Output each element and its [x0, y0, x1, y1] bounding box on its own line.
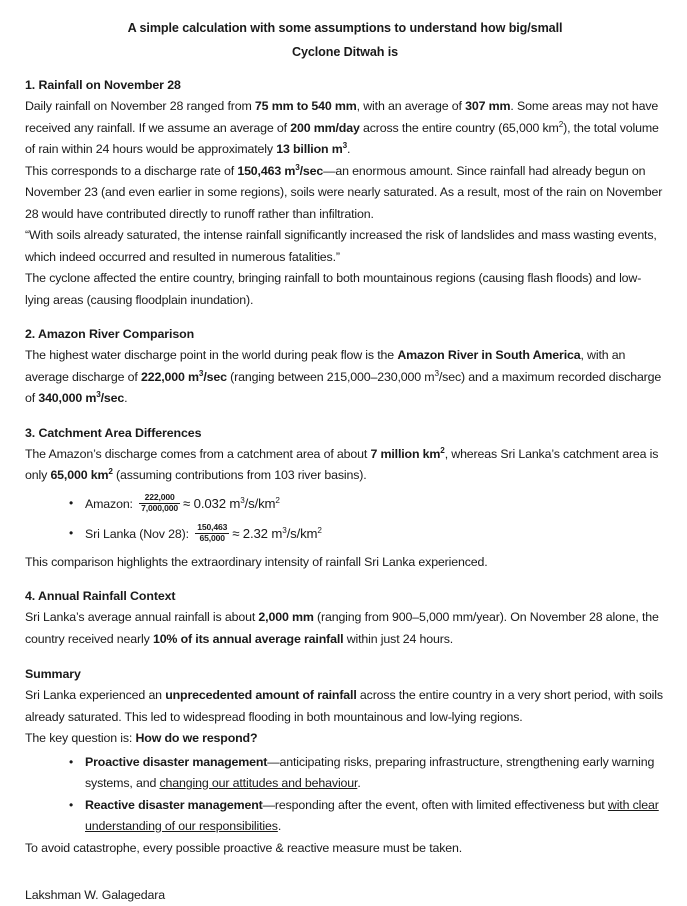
section-heading-catchment: 3. Catchment Area Differences [25, 425, 202, 440]
response-list [25, 752, 665, 838]
superscript: 3 [198, 368, 204, 378]
text-fragment: The Amazon’s discharge comes from a catchment area of about [25, 446, 371, 461]
text-bold: 75 mm to 540 mm [254, 99, 357, 113]
calc-label: Sri Lanka (Nov 28): [85, 526, 193, 541]
list-item [69, 519, 665, 549]
superscript: 2 [275, 495, 280, 505]
list-item [69, 795, 665, 838]
text-fragment: Daily rainfall on November 28 ranged from [25, 99, 255, 113]
text-fragment: . [347, 142, 351, 156]
catchment-closing: This comparison highlights the extraordinary intensity of rainfall Sri Lanka experienced. [25, 554, 488, 569]
summary-paragraph [25, 685, 665, 728]
author-signature: Lakshman W. Galagedara [25, 888, 165, 902]
text-bold: 222,000 m [141, 369, 199, 384]
page-title [25, 14, 665, 62]
text-fragment: . [357, 776, 361, 790]
text-fragment: —an enormous amount. Since rainfall had already begun on November 23 (and even earlier in some regions), soils were nearly saturated. As a result, most of the rain on November 28 would have contributed directly to runoff rather than infiltration. [25, 163, 663, 221]
text-fragment: —responding after the event, often with limited effectiveness but [262, 797, 608, 812]
rainfall-paragraph-1 [25, 96, 665, 161]
text-fragment: (assuming contributions from 103 river basins). [112, 468, 367, 482]
section-heading-annual: 4. Annual Rainfall Context [25, 589, 176, 603]
text-fragment: . [277, 819, 282, 833]
superscript: 2 [440, 445, 445, 455]
text-bold: 150,463 m [237, 163, 296, 178]
text-fragment: . [124, 391, 128, 405]
section-heading-rainfall: 1. Rainfall on November 28 [25, 78, 181, 92]
title-line-2: Cyclone Ditwah is [291, 45, 399, 59]
text-bold: unprecedented amount of rainfall [165, 688, 357, 702]
text-bold: 10% of its annual average rainfall [152, 631, 344, 646]
section-catchment [25, 424, 665, 574]
fraction-numerator: 150,463 [197, 522, 228, 533]
list-item [69, 489, 665, 519]
fraction [195, 523, 229, 543]
text-fragment: —anticipating risks, preparing infrastructure, strengthening early warning systems, and [85, 754, 655, 790]
fraction-numerator: 222,000 [139, 493, 180, 503]
section-amazon [25, 325, 665, 410]
superscript: 3 [96, 389, 101, 399]
section-heading-summary: Summary [25, 667, 81, 681]
superscript: 3 [342, 140, 348, 150]
text-bold: /sec [299, 163, 324, 178]
text-fragment: Sri Lanka experienced an [25, 688, 166, 702]
text-bold: 340,000 m [38, 391, 97, 405]
section-summary [25, 665, 665, 859]
calc-unit: /s/km [244, 495, 276, 511]
calc-result: ≈ 0.032 m [183, 495, 241, 511]
catchment-calculation-list [25, 489, 665, 549]
underlined-text: with clear understanding of our responsibilities [85, 797, 659, 833]
text-fragment: ), the total volume of rain within 24 hours would be approximately [25, 120, 659, 156]
text-fragment: within just 24 hours. [343, 631, 454, 646]
text-fragment: Sri Lanka’s average annual rainfall is about [25, 610, 259, 624]
list-item-bold-label: Reactive disaster management [85, 797, 263, 812]
text-bold: 307 mm [465, 99, 511, 113]
superscript: 3 [434, 368, 439, 378]
section-heading-amazon: 2. Amazon River Comparison [25, 327, 195, 341]
text-bold: /sec [100, 391, 125, 405]
text-fragment: (ranging between 215,000–230,000 m [226, 369, 435, 384]
text-fragment: across the entire country in a very short period, with soils already saturated. This led to widespread flooding in both mountainous and low-lying regions. [25, 688, 663, 724]
superscript: 3 [240, 495, 245, 505]
superscript: 2 [108, 466, 113, 476]
text-bold: /sec [203, 369, 227, 384]
text-fragment: This corresponds to a discharge rate of [25, 163, 238, 178]
text-fragment: , whereas Sri Lanka’s catchment area is only [25, 446, 659, 482]
annual-paragraph [25, 607, 665, 650]
text-fragment: The key question is: [25, 731, 136, 745]
fraction-denominator: 7,000,000 [141, 502, 179, 513]
list-item [69, 752, 665, 795]
summary-question [25, 728, 665, 750]
section-annual [25, 587, 665, 650]
superscript: 3 [295, 162, 300, 172]
title-line-1: A simple calculation with some assumptions to understand how big/small [127, 21, 563, 35]
calc-label: Amazon: [85, 496, 137, 511]
text-bold: 2,000 mm [258, 610, 314, 624]
fraction [139, 493, 180, 513]
text-bold: Amazon River in South America [397, 348, 581, 362]
text-bold: How do we respond? [135, 731, 258, 745]
text-fragment: across the entire country (65,000 km [359, 120, 559, 135]
text-bold: 200 mm/day [290, 120, 360, 135]
fraction-denominator: 65,000 [199, 532, 225, 543]
section-rainfall [25, 76, 665, 311]
text-fragment: (ranging from 900–5,000 mm/year). On November 28 alone, the country received nearly [25, 610, 659, 646]
text-fragment: /sec) and a maximum recorded discharge of [25, 369, 662, 405]
list-item-bold-label: Proactive disaster management [85, 754, 268, 769]
catchment-paragraph [25, 444, 665, 487]
underlined-text: changing our attitudes and behaviour [159, 776, 358, 790]
superscript: 3 [282, 525, 287, 535]
text-fragment: , with an average of [356, 99, 466, 113]
text-fragment: . Some areas may not have received any rainfall. If we assume an average of [25, 99, 659, 135]
amazon-paragraph [25, 345, 665, 410]
calc-unit: /s/km [286, 525, 318, 541]
rainfall-quote: “With soils already saturated, the intense rainfall significantly increased the risk of landslides and mass wasting events, which indeed occurred and resulted in numerous fatalities.” [25, 228, 657, 264]
calc-result: ≈ 2.32 m [232, 525, 283, 541]
text-fragment: , with an average discharge of [25, 348, 626, 384]
superscript: 2 [317, 525, 322, 535]
superscript: 2 [558, 119, 564, 129]
text-bold: 13 billion m [276, 142, 343, 156]
rainfall-paragraph-2 [25, 161, 665, 226]
text-bold: 65,000 km [50, 468, 109, 482]
text-bold: 7 million km [370, 446, 441, 461]
rainfall-paragraph-3: The cyclone affected the entire country, bringing rainfall to both mountainous regions (causing flash floods) and low-lying areas (causing floodplain inundation). [25, 271, 642, 307]
text-fragment: The highest water discharge point in the world during peak flow is the [25, 348, 398, 362]
summary-closing: To avoid catastrophe, every possible proactive & reactive measure must be taken. [25, 840, 463, 855]
